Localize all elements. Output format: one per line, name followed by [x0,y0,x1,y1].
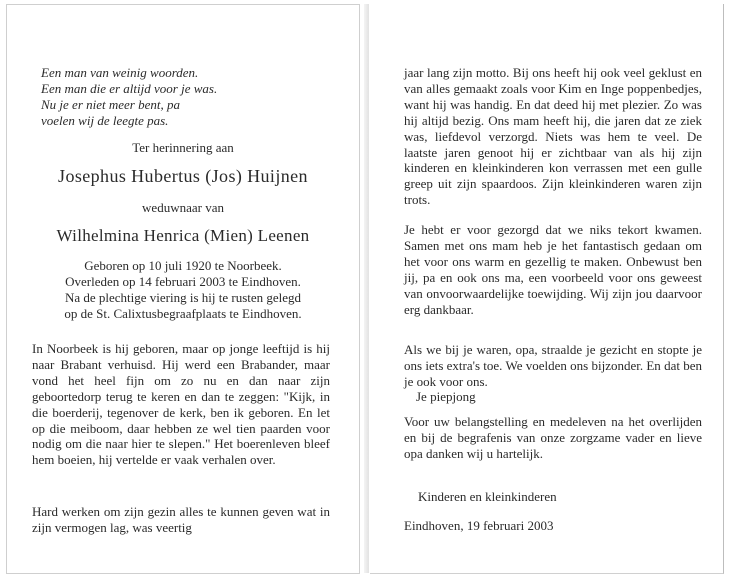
biography-paragraph: jaar lang zijn motto. Bij ons heeft hij ook veel geklust en van alles gemaakt zoals voor Kim en Inge poppenbedjes, want hij was handig. En dat deed hij met plezier. Zo was hij altijd bezig. Ons mam heeft hij, die jaren dat ze ziek was, liefdevol verzorgd. Niets was hem te veel. De laatste jaren genoot hij er zichtbaar van als hij zijn kinderen en kleinkinderen kon verrassen met een gulle greep uit zijn spaardoos. Zijn kleinkinderen waren zijn trots. [404,65,702,208]
poem-line: Nu je er niet meer bent, pa [41,97,180,112]
death-line: Overleden op 14 februari 2003 te Eindhoven. [65,274,301,289]
place-date: Eindhoven, 19 februari 2003 [404,518,554,533]
deceased-name: Josephus Hubertus (Jos) Huijnen [58,166,308,186]
spouse-name: Wilhelmina Henrica (Mien) Leenen [56,226,310,245]
poem-line: Een man die er altijd voor je was. [41,81,218,96]
burial-line: Na de plechtige viering is hij te rusten gelegd [64,290,302,305]
memory-label: Ter herinnering aan [132,140,234,155]
poem-line: voelen wij de leegte pas. [41,113,169,128]
piepjong-signoff: Je piepjong [416,389,476,404]
birth-line: Geboren op 10 juli 1920 te Noorbeek. [84,258,282,273]
life-details [7,258,359,322]
left-card-page [6,4,360,574]
thanks-paragraph: Voor uw belangstelling en medeleven na het overlijden en bij de begrafenis van onze zorgzame vader en lieve opa danken wij u hartelijk. [404,414,702,461]
tribute-paragraph: Je hebt er voor gezorgd dat we niks tekort kwamen. Samen met ons mam heb je het fantastisch gedaan om het voor ons warm en gezellig te maken. Onbewust ben jij, pa en ook ons ma, een voorbeeld voor ons geweest van onvoorwaardelijke toewijding. Wij zijn jou daarvoor erg dankbaar. [404,222,702,317]
widower-label: weduwnaar van [142,200,224,215]
biography-paragraph: In Noorbeek is hij geboren, maar op jonge leeftijd is hij naar Brabant verhuisd. Hij werd een Brabander, maar vond het heel fijn om zo nu en dan naar zijn geboortedorp terug te keren en dan te zeggen: "Kijk, in die boerderij, tegenover de kerk, ben ik geboren. En let op die meiboom, daar hebben ze wel tien paarden voor nodig om die naar hier te slepen." Het boerenleven bleef hem boeien, hij vertelde er vaak verhalen over. [32,341,330,468]
family-signature: Kinderen en kleinkinderen [418,489,557,504]
grandchildren-paragraph: Als we bij je waren, opa, straalde je gezicht en stopte je ons iets extra's toe. We voelden ons bijzonder. En dat ben je ook voor ons. [404,342,702,389]
memorial-poem [41,65,217,129]
cemetery-line: op de St. Calixtusbegraafplaats te Eindhoven. [64,306,302,321]
poem-line: Een man van weinig woorden. [41,65,199,80]
biography-paragraph: Hard werken om zijn gezin alles te kunnen geven wat in zijn vermogen lag, was veertig [32,504,330,535]
